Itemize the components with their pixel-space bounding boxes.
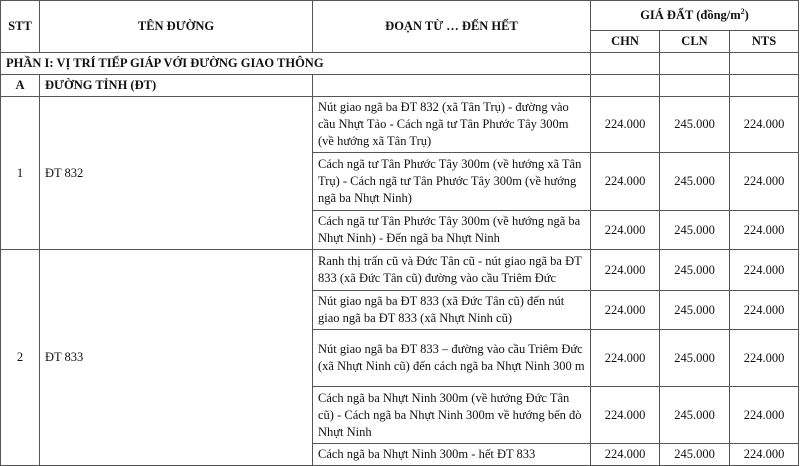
price-cln: 245.000 [660, 211, 730, 250]
price-chn: 224.000 [591, 97, 660, 153]
segment-desc: Cách ngã ba Nhựt Ninh 300m - hết ĐT 833 [313, 444, 591, 466]
segment-desc: Ranh thị trấn cũ và Đức Tân cũ - nút giao ngã ba ĐT 833 (xã Đức Tân cũ) đường vào cầu Triêm Đức [313, 250, 591, 291]
segment-desc: Nút giao ngã ba ĐT 832 (xã Tân Trụ) - đường vào cầu Nhựt Tảo - Cách ngã tư Tân Phước Tây 300m (về hướng xã Tân Trụ) [313, 97, 591, 153]
segment-desc: Cách ngã ba Nhựt Ninh 300m (về hướng Đức Tân cũ) - Cách ngã ba Nhựt Ninh 300m về hướng bến đò Nhựt Ninh [313, 387, 591, 444]
road-name: ĐT 833 [40, 250, 313, 466]
empty-cell [313, 75, 591, 97]
price-chn: 224.000 [591, 291, 660, 330]
price-chn: 224.000 [591, 250, 660, 291]
price-nts: 224.000 [730, 387, 799, 444]
segment-desc: Nút giao ngã ba ĐT 833 – đường vào cầu Triêm Đức (xã Nhựt Ninh cũ) đến cách ngã ba Nhựt Ninh 300 m [313, 330, 591, 387]
price-nts: 224.000 [730, 330, 799, 387]
section-row [1, 75, 799, 97]
price-nts: 224.000 [730, 250, 799, 291]
segment-desc: Nút giao ngã ba ĐT 833 (xã Đức Tân cũ) đến nút giao ngã ba ĐT 833 (xã Nhựt Ninh cũ) [313, 291, 591, 330]
price-cln: 245.000 [660, 97, 730, 153]
part-row [1, 53, 799, 75]
empty-cell [591, 75, 660, 97]
header-gia-dat-close: ) [744, 8, 749, 22]
price-cln: 245.000 [660, 291, 730, 330]
table-row [1, 97, 799, 153]
part-title: PHẦN I: VỊ TRÍ TIẾP GIÁP VỚI ĐƯỜNG GIAO THÔNG [1, 53, 591, 75]
header-doan: ĐOẠN TỪ … ĐẾN HẾT [313, 1, 591, 53]
header-nts: NTS [730, 31, 799, 53]
price-nts: 224.000 [730, 444, 799, 466]
segment-desc: Cách ngã tư Tân Phước Tây 300m (về hướng xã Tân Trụ) - Cách ngã tư Tân Phước Tây 300m (về hướng ngã ba Nhựt Ninh) [313, 153, 591, 211]
empty-cell [591, 53, 660, 75]
header-gia-dat [591, 1, 799, 31]
price-chn: 224.000 [591, 444, 660, 466]
price-cln: 245.000 [660, 330, 730, 387]
price-nts: 224.000 [730, 153, 799, 211]
header-row [1, 1, 799, 31]
road-stt: 2 [1, 250, 40, 466]
header-ten-duong: TÊN ĐƯỜNG [40, 1, 313, 53]
table-row [1, 250, 799, 291]
road-stt: 1 [1, 97, 40, 250]
segment-desc: Cách ngã tư Tân Phước Tây 300m (về hướng ngã ba Nhựt Ninh) - Đến ngã ba Nhựt Ninh [313, 211, 591, 250]
price-nts: 224.000 [730, 211, 799, 250]
price-cln: 245.000 [660, 387, 730, 444]
price-cln: 245.000 [660, 444, 730, 466]
header-gia-dat-sup: 2 [740, 6, 745, 16]
road-name: ĐT 832 [40, 97, 313, 250]
price-chn: 224.000 [591, 330, 660, 387]
empty-cell [730, 75, 799, 97]
header-gia-dat-label: GIÁ ĐẤT (đồng/m [640, 8, 741, 22]
section-title: ĐƯỜNG TỈNH (ĐT) [40, 75, 313, 97]
price-cln: 245.000 [660, 153, 730, 211]
header-cln: CLN [660, 31, 730, 53]
header-chn: CHN [591, 31, 660, 53]
price-chn: 224.000 [591, 387, 660, 444]
price-nts: 224.000 [730, 97, 799, 153]
header-stt: STT [1, 1, 40, 53]
price-cln: 245.000 [660, 250, 730, 291]
empty-cell [660, 75, 730, 97]
section-stt: A [1, 75, 40, 97]
empty-cell [730, 53, 799, 75]
price-chn: 224.000 [591, 153, 660, 211]
empty-cell [660, 53, 730, 75]
price-nts: 224.000 [730, 291, 799, 330]
price-chn: 224.000 [591, 211, 660, 250]
